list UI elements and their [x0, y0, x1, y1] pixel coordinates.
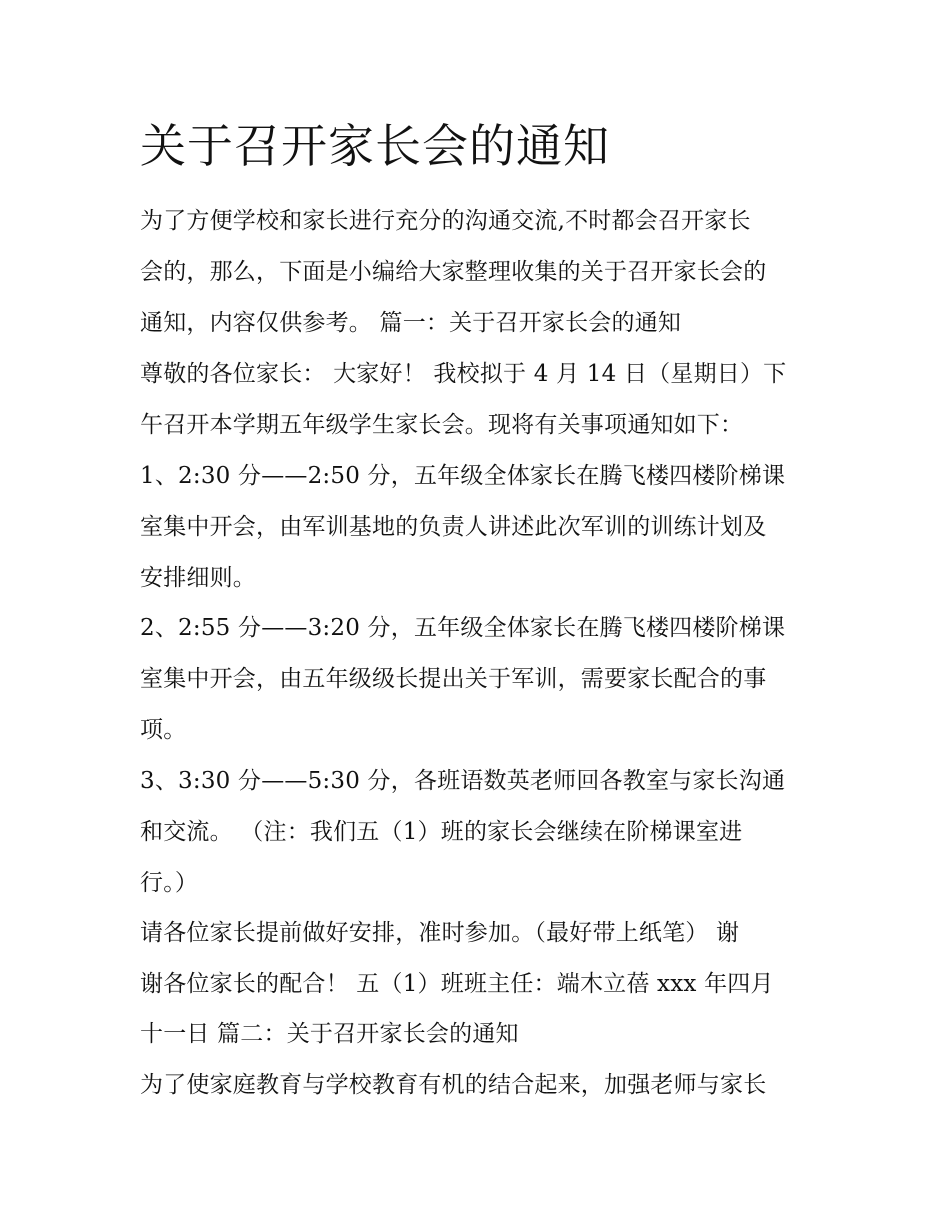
- body-line-10: 室集中开会，由五年级级长提出关于军训，需要家长配合的事: [140, 666, 767, 692]
- body-line-8: 安排细则。: [140, 565, 256, 591]
- body-line-15: 请各位家长提前做好安排，准时参加。（最好带上纸笔） 谢: [140, 920, 740, 946]
- body-line-5: 午召开本学期五年级学生家长会。现将有关事项通知如下：: [140, 412, 744, 438]
- body-line-9: 2、2:55 分——3:20 分，五年级全体家长在腾飞楼四楼阶梯课: [140, 615, 786, 641]
- body-line-18: 为了使家庭教育与学校教育有机的结合起来，加强老师与家长: [140, 1072, 767, 1098]
- body-line-1: 为了方便学校和家长进行充分的沟通交流,不时都会召开家长: [140, 208, 751, 234]
- body-line-16: 谢各位家长的配合！ 五（1）班班主任：端木立蓓 xxx 年四月: [140, 971, 774, 997]
- body-line-3: 通知，内容仅供参考。 篇一：关于召开家长会的通知: [140, 310, 682, 336]
- body-line-4: 尊敬的各位家长： 大家好！ 我校拟于 4 月 14 日（星期日）下: [140, 361, 787, 387]
- body-line-13: 和交流。 （注：我们五（1）班的家长会继续在阶梯课室进: [140, 819, 743, 845]
- body-line-2: 会的，那么，下面是小编给大家整理收集的关于召开家长会的: [140, 259, 767, 285]
- body-line-14: 行。）: [140, 870, 199, 896]
- document-title: 关于召开家长会的通知: [140, 119, 610, 173]
- body-line-6: 1、2:30 分——2:50 分，五年级全体家长在腾飞楼四楼阶梯课: [140, 463, 786, 489]
- body-line-17: 十一日 篇二：关于召开家长会的通知: [140, 1021, 519, 1047]
- body-line-11: 项。: [140, 717, 187, 743]
- body-line-7: 室集中开会，由军训基地的负责人讲述此次军训的训练计划及: [140, 514, 767, 540]
- body-line-12: 3、3:30 分——5:30 分，各班语数英老师回各教室与家长沟通: [140, 768, 786, 794]
